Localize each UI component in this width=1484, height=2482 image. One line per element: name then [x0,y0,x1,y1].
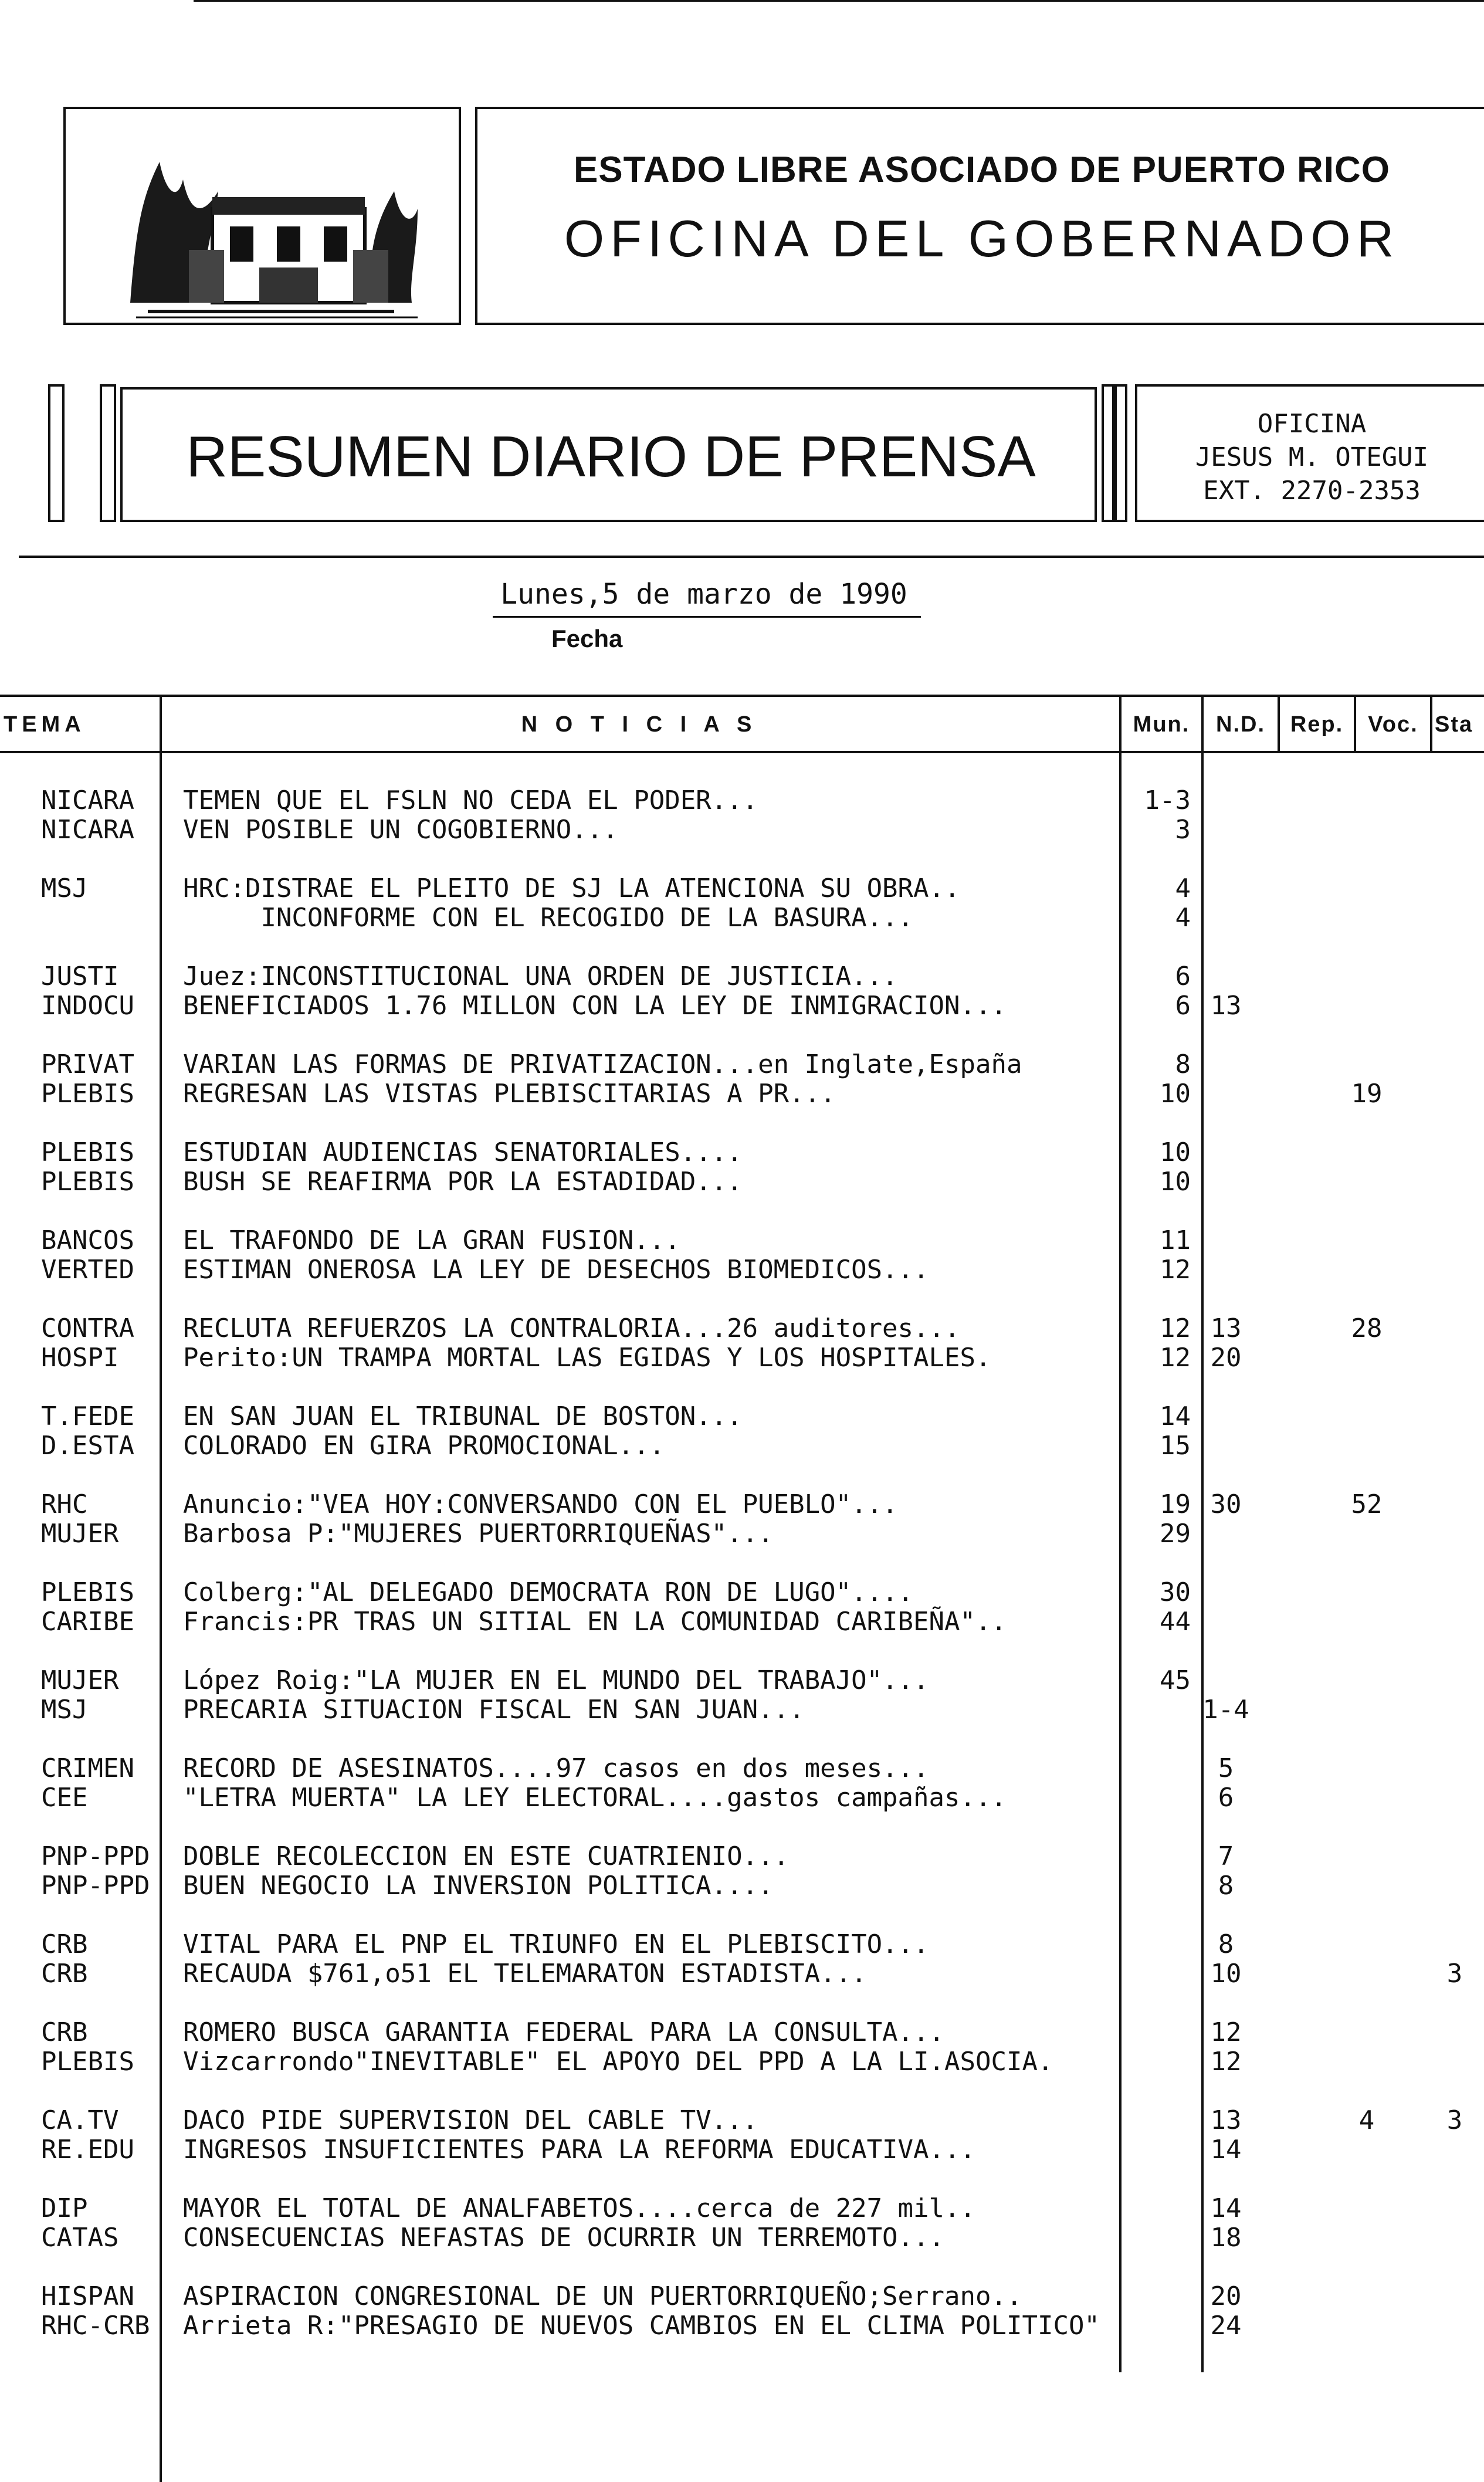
mun-cell: 44 [1160,1607,1191,1637]
header-nd: N.D. [1216,712,1265,737]
tema-cell: HISPAN [41,2281,134,2311]
tema-cell: RE.EDU [41,2135,134,2165]
nd-cell: 13 [1210,2105,1242,2135]
header-noticias: N O T I C I A S [521,712,758,737]
noticia-cell: Arrieta R:"PRESAGIO DE NUEVOS CAMBIOS EN EL CLIMA POLITICO" [183,2311,1100,2341]
noticia-cell: ASPIRACION CONGRESIONAL DE UN PUERTORRIQUEÑO;Serrano.. [183,2281,1022,2311]
tema-cell: RHC-CRB [41,2311,150,2341]
col-divider-rep [1278,695,1280,751]
mun-cell: 12 [1160,1313,1191,1343]
noticia-cell: Colberg:"AL DELEGADO DEMOCRATA RON DE LUGO".... [183,1577,914,1607]
noticia-cell: López Roig:"LA MUJER EN EL MUNDO DEL TRABAJO"... [183,1665,929,1695]
noticia-cell: COLORADO EN GIRA PROMOCIONAL... [183,1431,665,1461]
noticia-cell: RECORD DE ASESINATOS....97 casos en dos meses... [183,1753,929,1783]
mun-cell: 10 [1160,1137,1191,1167]
nd-cell: 30 [1210,1489,1242,1519]
tema-cell: PNP-PPD [41,1841,150,1871]
tema-cell: NICARA [41,815,134,845]
agency-line-2: OFICINA DEL GOBERNADOR [564,209,1400,267]
tema-cell: CA.TV [41,2105,119,2135]
noticia-cell: ESTUDIAN AUDIENCIAS SENATORIALES.... [183,1137,743,1167]
table-header-rule [0,751,1484,753]
nd-cell: 1-4 [1202,1695,1249,1725]
mun-cell: 10 [1160,1079,1191,1109]
tema-cell: VERTED [41,1255,134,1285]
agency-box [475,107,1484,325]
office-name: JESUS M. OTEGUI [1195,442,1429,472]
nd-cell: 13 [1210,991,1242,1021]
tema-cell: PLEBIS [41,1137,134,1167]
tema-cell: CATAS [41,2223,119,2253]
mun-cell: 6 [1175,961,1191,991]
nd-cell: 14 [1210,2135,1242,2165]
noticia-cell: VEN POSIBLE UN COGOBIERNO... [183,815,618,845]
nd-cell: 24 [1210,2311,1242,2341]
sta-cell: 3 [1446,1959,1463,1989]
voc-cell: 19 [1351,1079,1383,1109]
nd-cell: 12 [1210,2017,1242,2047]
tema-cell: DIP [41,2193,88,2223]
mun-cell: 12 [1160,1343,1191,1373]
noticia-cell: RECAUDA $761,o51 EL TELEMARATON ESTADISTA... [183,1959,867,1989]
sta-cell: 3 [1446,2105,1463,2135]
fortaleza-illustration-icon [66,109,459,323]
tema-cell: MSJ [41,1695,88,1725]
office-label: OFICINA [1257,409,1367,439]
noticia-cell: VITAL PARA EL PNP EL TRIUNFO EN EL PLEBISCITO... [183,1929,929,1959]
tema-cell: CRB [41,1959,88,1989]
tema-cell: MUJER [41,1519,119,1549]
separator-rule [19,556,1484,558]
tema-cell: CRIMEN [41,1753,134,1783]
title-box [120,387,1097,522]
col-divider-sta [1430,695,1432,751]
tema-cell: CEE [41,1783,88,1813]
date-value: Lunes,5 de marzo de 1990 [500,578,907,611]
header-voc: Voc. [1368,712,1418,737]
tema-cell: PLEBIS [41,1079,134,1109]
nd-cell: 8 [1218,1929,1234,1959]
noticia-cell: Barbosa P:"MUJERES PUERTORRIQUEÑAS"... [183,1519,774,1549]
nd-cell: 5 [1218,1753,1234,1783]
nd-cell: 18 [1210,2223,1242,2253]
table-top-rule [0,695,1484,697]
noticia-cell: INCONFORME CON EL RECOGIDO DE LA BASURA... [183,903,914,933]
noticia-cell: Juez:INCONSTITUCIONAL UNA ORDEN DE JUSTICIA... [183,961,898,991]
noticia-cell: HRC:DISTRAE EL PLEITO DE SJ LA ATENCIONA SU OBRA.. [183,873,960,903]
mun-cell: 12 [1160,1255,1191,1285]
seal-box [63,107,461,325]
tema-cell: CARIBE [41,1607,134,1637]
tema-cell: MUJER [41,1665,119,1695]
noticia-cell: CONSECUENCIAS NEFASTAS DE OCURRIR UN TERREMOTO... [183,2223,945,2253]
mun-cell: 30 [1160,1577,1191,1607]
office-box [1135,384,1484,522]
header-rep: Rep. [1290,712,1344,737]
tema-cell: MSJ [41,873,88,903]
tema-cell: PNP-PPD [41,1871,150,1901]
tema-cell: PRIVAT [41,1049,134,1079]
mun-cell: 11 [1160,1225,1191,1255]
page-title: RESUMEN DIARIO DE PRENSA [186,424,1036,489]
tema-cell: HOSPI [41,1343,119,1373]
nd-cell: 7 [1218,1841,1234,1871]
mun-cell: 45 [1160,1665,1191,1695]
header-tema: TEMA [4,712,86,737]
noticia-cell: Perito:UN TRAMPA MORTAL LAS EGIDAS Y LOS HOSPITALES. [183,1343,991,1373]
noticia-cell: MAYOR EL TOTAL DE ANALFABETOS....cerca de 227 mil.. [183,2193,976,2223]
nd-cell: 10 [1210,1959,1242,1989]
tema-cell: BANCOS [41,1225,134,1255]
noticia-cell: Anuncio:"VEA HOY:CONVERSANDO CON EL PUEBLO"... [183,1489,898,1519]
nd-cell: 13 [1210,1313,1242,1343]
noticia-cell: REGRESAN LAS VISTAS PLEBISCITARIAS A PR... [183,1079,836,1109]
noticia-cell: ROMERO BUSCA GARANTIA FEDERAL PARA LA CONSULTA... [183,2017,945,2047]
agency-line-1: ESTADO LIBRE ASOCIADO DE PUERTO RICO [573,150,1391,190]
voc-cell: 4 [1358,2105,1375,2135]
mun-cell: 4 [1175,903,1191,933]
tema-cell: PLEBIS [41,1577,134,1607]
noticia-cell: BUSH SE REAFIRMA POR LA ESTADIDAD... [183,1167,743,1197]
mun-cell: 1-3 [1144,785,1191,815]
right-bar-1 [1102,384,1114,522]
col-divider-voc [1354,695,1356,751]
nd-cell: 14 [1210,2193,1242,2223]
voc-cell: 28 [1351,1313,1383,1343]
tema-cell: INDOCU [41,991,134,1021]
mun-cell: 3 [1175,815,1191,845]
noticia-cell: EL TRAFONDO DE LA GRAN FUSION... [183,1225,680,1255]
noticia-cell: Francis:PR TRAS UN SITIAL EN LA COMUNIDAD CARIBEÑA".. [183,1607,1007,1637]
mun-cell: 29 [1160,1519,1191,1549]
mun-cell: 8 [1175,1049,1191,1079]
noticia-cell: ESTIMAN ONEROSA LA LEY DE DESECHOS BIOMEDICOS... [183,1255,929,1285]
tema-cell: PLEBIS [41,1167,134,1197]
noticia-cell: BENEFICIADOS 1.76 MILLON CON LA LEY DE INMIGRACION... [183,991,1007,1021]
mun-cell: 4 [1175,873,1191,903]
header-sta: Sta [1435,712,1473,737]
top-rule [194,0,1484,2]
date-label: Fecha [551,625,623,652]
nd-cell: 20 [1210,1343,1242,1373]
tema-cell: PLEBIS [41,2047,134,2077]
left-bar-2 [100,384,116,522]
nd-cell: 6 [1218,1783,1234,1813]
noticia-cell: DOBLE RECOLECCION EN ESTE CUATRIENIO... [183,1841,790,1871]
mun-cell: 15 [1160,1431,1191,1461]
tema-cell: JUSTI [41,961,119,991]
tema-cell: T.FEDE [41,1401,134,1431]
mun-cell: 14 [1160,1401,1191,1431]
left-bar-1 [48,384,65,522]
tema-cell: CRB [41,1929,88,1959]
date-underline [493,616,921,618]
nd-cell: 20 [1210,2281,1242,2311]
tema-cell: RHC [41,1489,88,1519]
tema-cell: D.ESTA [41,1431,134,1461]
noticia-cell: TEMEN QUE EL FSLN NO CEDA EL PODER... [183,785,758,815]
noticia-cell: INGRESOS INSUFICIENTES PARA LA REFORMA EDUCATIVA... [183,2135,976,2165]
voc-cell: 52 [1351,1489,1383,1519]
right-bar-2 [1114,384,1127,522]
nd-cell: 8 [1218,1871,1234,1901]
noticia-cell: RECLUTA REFUERZOS LA CONTRALORIA...26 auditores... [183,1313,960,1343]
noticia-cell: VARIAN LAS FORMAS DE PRIVATIZACION...en Inglate,España [183,1049,1022,1079]
tema-cell: CRB [41,2017,88,2047]
col-divider-tema [160,695,162,2482]
noticia-cell: "LETRA MUERTA" LA LEY ELECTORAL....gastos campañas... [183,1783,1007,1813]
tema-cell: NICARA [41,785,134,815]
tema-cell: CONTRA [41,1313,134,1343]
noticia-cell: DACO PIDE SUPERVISION DEL CABLE TV... [183,2105,758,2135]
noticia-cell: Vizcarrondo"INEVITABLE" EL APOYO DEL PPD A LA LI.ASOCIA. [183,2047,1053,2077]
noticia-cell: BUEN NEGOCIO LA INVERSION POLITICA.... [183,1871,774,1901]
mun-cell: 19 [1160,1489,1191,1519]
nd-cell: 12 [1210,2047,1242,2077]
noticia-cell: EN SAN JUAN EL TRIBUNAL DE BOSTON... [183,1401,743,1431]
header-mun: Mun. [1133,712,1190,737]
mun-cell: 10 [1160,1167,1191,1197]
noticia-cell: PRECARIA SITUACION FISCAL EN SAN JUAN... [183,1695,805,1725]
mun-cell: 6 [1175,991,1191,1021]
office-ext: EXT. 2270-2353 [1203,476,1421,506]
